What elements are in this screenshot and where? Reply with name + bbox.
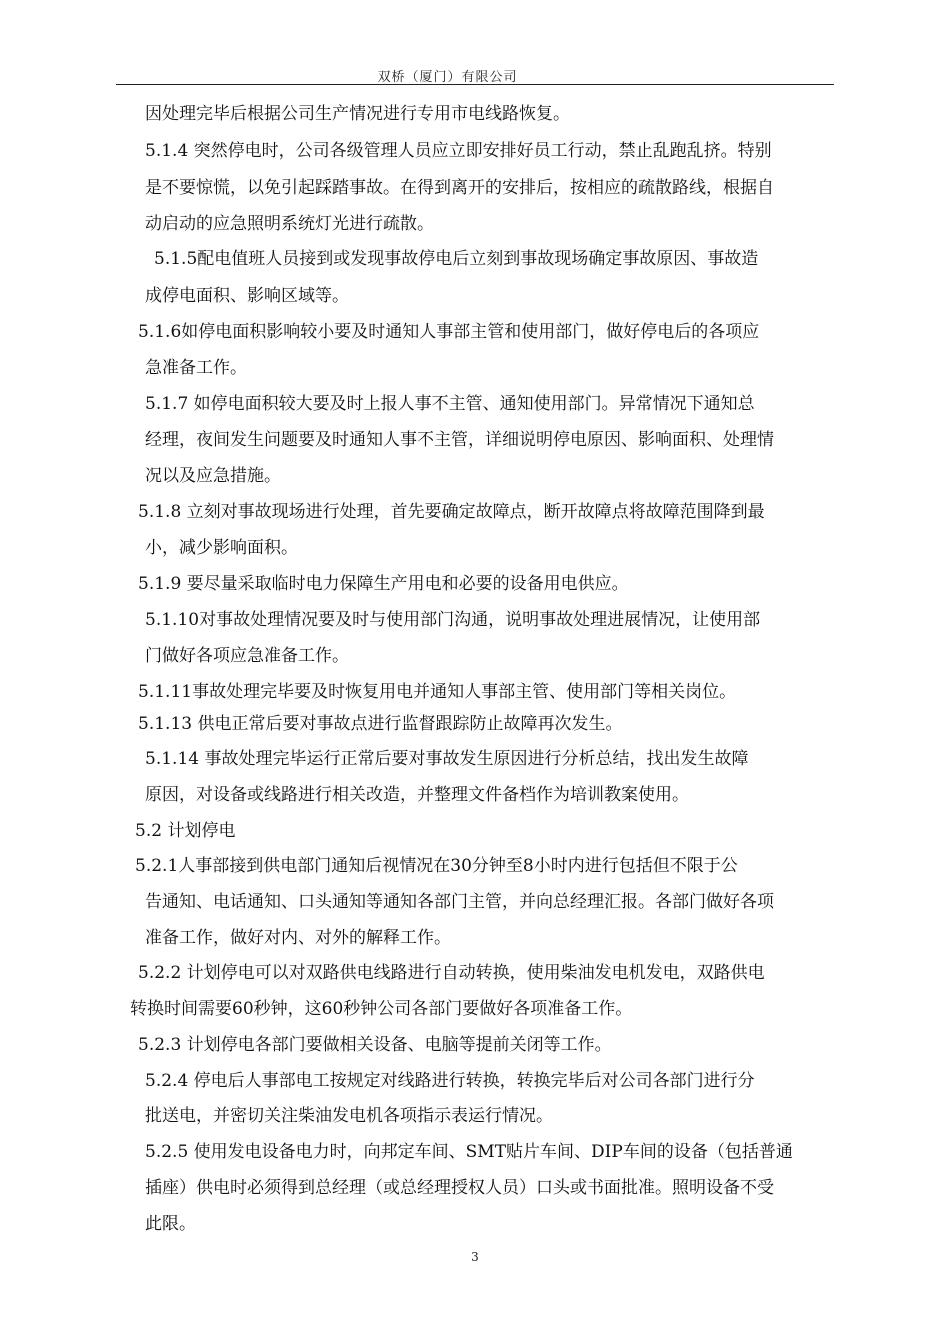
text-line: 成停电面积、影响区域等。 xyxy=(145,286,349,306)
text-line: 5.2.2 计划停电可以对双路供电线路进行自动转换，使用柴油发电机发电，双路供电 xyxy=(138,963,765,983)
text-line: 原因，对设备或线路进行相关改造，并整理文件备档作为培训教案使用。 xyxy=(145,785,689,805)
company-name: 双桥（厦门）有限公司 xyxy=(377,70,518,85)
text-line: 5.2.1人事部接到供电部门通知后视情况在30分钟至8小时内进行包括但不限于公 xyxy=(135,856,738,876)
text-line: 5.1.8 立刻对事故现场进行处理，首先要确定故障点，断开故障点将故障范围降到最 xyxy=(138,502,765,522)
text-line: 急准备工作。 xyxy=(145,358,247,378)
text-line: 准备工作，做好对内、对外的解释工作。 xyxy=(145,928,451,948)
text-line: 因处理完毕后根据公司生产情况进行专用市电线路恢复。 xyxy=(145,104,570,124)
text-line: 5.2.3 计划停电各部门要做相关设备、电脑等提前关闭等工作。 xyxy=(138,1035,612,1055)
page-number: 3 xyxy=(471,1250,479,1264)
text-line: 5.1.7 如停电面积较大要及时上报人事不主管、通知使用部门。异常情况下通知总 xyxy=(145,394,755,414)
text-line: 插座）供电时必须得到总经理（或总经理授权人员）口头或书面批准。照明设备不受 xyxy=(145,1178,774,1198)
text-line: 5.2.5 使用发电设备电力时，向邦定车间、SMT贴片车间、DIP车间的设备（包括普通 xyxy=(145,1142,793,1162)
text-line: 5.1.4 突然停电时，公司各级管理人员应立即安排好员工行动，禁止乱跑乱挤。特别 xyxy=(145,141,772,161)
text-line: 经理，夜间发生问题要及时通知人事不主管，详细说明停电原因、影响面积、处理情 xyxy=(145,430,774,450)
text-line: 5.1.10对事故处理情况要及时与使用部门沟通，说明事故处理进展情况，让使用部 xyxy=(145,610,761,630)
text-line: 小，减少影响面积。 xyxy=(145,538,298,558)
text-line: 5.1.14 事故处理完毕运行正常后要对事故发生原因进行分析总结，找出发生故障 xyxy=(145,749,749,769)
text-line: 告通知、电话通知、口头通知等通知各部门主管，并向总经理汇报。各部门做好各项 xyxy=(145,892,774,912)
text-line: 5.1.13 供电正常后要对事故点进行监督跟踪防止故障再次发生。 xyxy=(138,714,623,734)
section-heading: 5.2 计划停电 xyxy=(135,821,236,841)
text-line: 5.1.9 要尽量采取临时电力保障生产用电和必要的设备用电供应。 xyxy=(138,574,629,594)
text-line: 5.1.5配电值班人员接到或发现事故停电后立刻到事故现场确定事故原因、事故造 xyxy=(154,249,759,269)
text-line: 5.2.4 停电后人事部电工按规定对线路进行转换，转换完毕后对公司各部门进行分 xyxy=(145,1071,755,1091)
text-line: 是不要惊慌，以免引起踩踏事故。在得到离开的安排后，按相应的疏散路线，根据自 xyxy=(145,178,774,198)
text-line: 况以及应急措施。 xyxy=(145,466,281,486)
text-line: 此限。 xyxy=(145,1214,196,1234)
text-line: 转换时间需要60秒钟，这60秒钟公司各部门要做好各项准备工作。 xyxy=(130,999,633,1019)
text-line: 批送电，并密切关注柴油发电机各项指示表运行情况。 xyxy=(145,1106,553,1126)
text-line: 5.1.11事故处理完毕要及时恢复用电并通知人事部主管、使用部门等相关岗位。 xyxy=(138,682,737,702)
text-line: 门做好各项应急准备工作。 xyxy=(145,646,349,666)
text-line: 动启动的应急照明系统灯光进行疏散。 xyxy=(145,214,434,234)
text-line: 5.1.6如停电面积影响较小要及时通知人事部主管和使用部门，做好停电后的各项应 xyxy=(138,322,760,342)
